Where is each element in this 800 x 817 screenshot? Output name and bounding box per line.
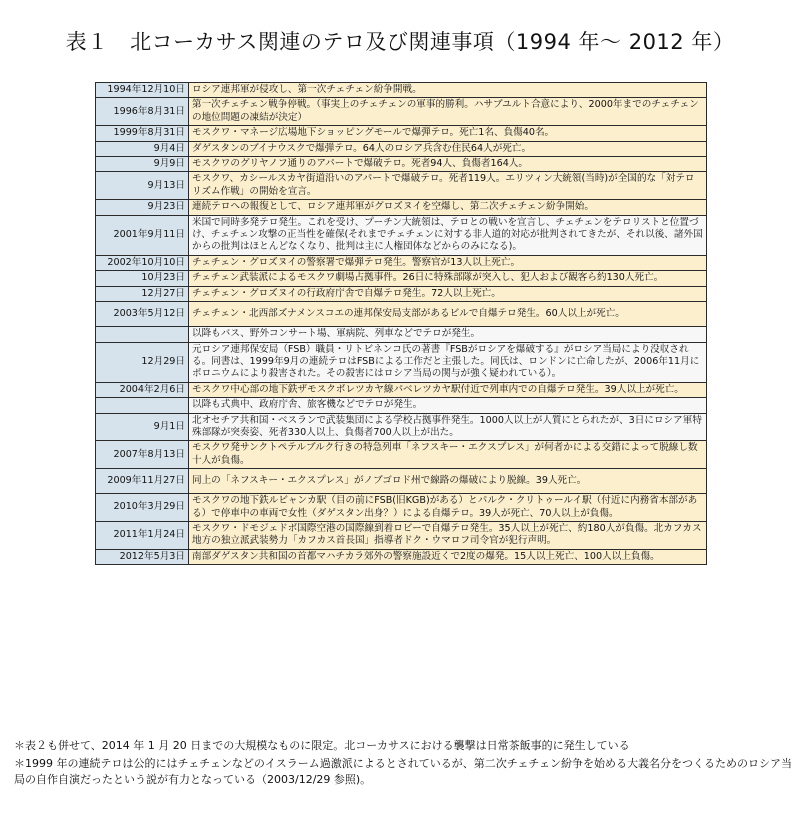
event-date: 1994年12月10日 — [96, 83, 189, 98]
table-row — [96, 494, 707, 522]
event-description: モスクワ発サンクトペテルブルク行きの特急列車「ネフスキー・エクスプレス」が何者かによる交錯によって脱線し数十人が負傷。 — [189, 441, 707, 469]
event-description: 元ロシア連邦保安局（FSB）職員・リトビネンコ氏の著書『FSBがロシアを爆破する』がロシア当局により没収される。同書は、1999年9月の連続テロはFSBによる工作だと主張した。同氏は、ロンドンに亡命したが、2006年11月にポロニウムにより殺害された。その殺害にはロシア当局の関与が強く疑われている）。 — [189, 342, 707, 382]
event-date: 9月9日 — [96, 157, 189, 172]
event-date: 10月23日 — [96, 271, 189, 286]
table-row — [96, 413, 707, 441]
table-row — [96, 98, 707, 126]
event-description: 米国で同時多発テロ発生。これを受け、プーチン大統領は、テロとの戦いを宣言し、チェチェンをテロリストと位置づけ、チェチェン攻撃の正当性を確保(それまでチェチェンに対する非人道的対応が批判されてきたが、それ以後、諸外国からの批判はほとんどなくなり、批判は主に人権団体などからのみになる)。 — [189, 215, 707, 255]
event-description: モスクワ、カシールスカヤ街道沿いのアパートで爆破テロ。死者119人。エリツィン大統領(当時)が全国的な「対テロリズム作戦」の開始を宣言。 — [189, 172, 707, 200]
table-row — [96, 172, 707, 200]
event-date: 12月27日 — [96, 286, 189, 301]
event-date: 1999年8月31日 — [96, 126, 189, 141]
event-date: 9月4日 — [96, 141, 189, 156]
event-date: 2011年1月24日 — [96, 521, 189, 549]
table-row — [96, 398, 707, 413]
event-description: 北オセチア共和国・ベスランで武装集団による学校占拠事件発生。1000人以上が人質にとられたが、3日にロシア軍特殊部隊が突奏姿、死者330人以上、負傷者700人以上が出た。 — [189, 413, 707, 441]
event-description: チェチェン・グロズヌイの行政府庁舎で自爆テロ発生。72人以上死亡。 — [189, 286, 707, 301]
event-date: 12月29日 — [96, 342, 189, 382]
event-description: モスクワ中心部の地下鉄ザモスクボレツカヤ線パベレツカヤ駅付近で列車内での自爆テロ発生。39人以上が死亡。 — [189, 382, 707, 397]
event-date: 2003年5月12日 — [96, 302, 189, 327]
table-row — [96, 141, 707, 156]
event-description: チェチェン・グロズヌイの警察署で爆弾テロ発生。警察官が13人以上死亡。 — [189, 255, 707, 270]
event-description: チェチェン・北西部ズナメンスコエの連邦保安局支部があるビルで自爆テロ発生。60人以上が死亡。 — [189, 302, 707, 327]
footnotes — [14, 738, 794, 790]
event-description: 以降もバス、野外コンサート場、軍病院、列車などでテロが発生。 — [189, 327, 707, 342]
table-row — [96, 521, 707, 549]
event-description: 第一次チェチェン戦争停戦。（事実上のチェチェンの軍事的勝利。ハサブユルト合意により、2000年までのチェチェンの地位問題の凍結が決定） — [189, 98, 707, 126]
event-description: モスクワの地下鉄ルビャンカ駅（目の前にFSB(旧KGB)がある）とパルク・クリトゥールイ駅（付近に内務省本部がある）で停車中の車両で女性（ダゲスタン出身？）による自爆テロ。39人が死亡、70人以上が負傷。 — [189, 494, 707, 522]
event-date — [96, 398, 189, 413]
event-date: 1996年8月31日 — [96, 98, 189, 126]
table-row — [96, 382, 707, 397]
table-row — [96, 157, 707, 172]
event-description: 南部ダゲスタン共和国の首都マハチカラ郊外の警察施設近くで2度の爆発。15人以上死亡、100人以上負傷。 — [189, 549, 707, 564]
event-date: 2007年8月13日 — [96, 441, 189, 469]
event-date — [96, 327, 189, 342]
event-date: 2001年9月11日 — [96, 215, 189, 255]
event-description: チェチェン武装派によるモスクワ劇場占拠事件。26日に特殊部隊が突入し、犯人および観客ら約130人死亡。 — [189, 271, 707, 286]
table-row — [96, 215, 707, 255]
table-row — [96, 271, 707, 286]
events-table — [95, 82, 707, 565]
event-description: 同上の「ネフスキー・エクスプレス」がノブゴロド州で線路の爆破により脱線。39人死亡。 — [189, 469, 707, 494]
event-date: 9月23日 — [96, 200, 189, 215]
table-row — [96, 255, 707, 270]
event-description: モスクワ・ドモジェドボ国際空港の国際線到着ロビーで自爆テロ発生。35人以上が死亡、約180人が負傷。北カフカス地方の独立派武装勢力「カフカス首長国」指導者ドク・ウマロフ司令官が犯行声明。 — [189, 521, 707, 549]
table-row — [96, 327, 707, 342]
event-description: 連続テロへの報復として、ロシア連邦軍がグロズヌイを空爆し、第二次チェチェン紛争開始。 — [189, 200, 707, 215]
event-description: ダゲスタンのブイナウスクで爆弾テロ。64人のロシア兵含む住民64人が死亡。 — [189, 141, 707, 156]
table-row — [96, 200, 707, 215]
table-row — [96, 342, 707, 382]
event-date: 2012年5月3日 — [96, 549, 189, 564]
event-date: 9月1日 — [96, 413, 189, 441]
event-date: 2010年3月29日 — [96, 494, 189, 522]
event-description: 以降も式典中、政府庁舎、旅客機などでテロが発生。 — [189, 398, 707, 413]
table-row — [96, 441, 707, 469]
table-row — [96, 549, 707, 564]
table-row — [96, 286, 707, 301]
events-table-body — [96, 83, 707, 565]
event-description: モスクワ・マネージ広場地下ショッピングモールで爆弾テロ。死亡1名、負傷40名。 — [189, 126, 707, 141]
page-title: 表１ 北コーカサス関連のテロ及び関連事項（1994 年〜 2012 年） — [65, 30, 735, 54]
event-date: 2004年2月6日 — [96, 382, 189, 397]
event-description: ロシア連邦軍が侵攻し、第一次チェチェン紛争開戦。 — [189, 83, 707, 98]
event-date: 2002年10月10日 — [96, 255, 189, 270]
footnote: ＊表２も併せて、2014 年 1 月 20 日までの大規模なものに限定。北コーカサスにおける襲撃は日常茶飯事的に発生している — [14, 739, 630, 752]
event-date: 2009年11月27日 — [96, 469, 189, 494]
table-row — [96, 469, 707, 494]
event-description: モスクワのグリヤノフ通りのアパートで爆破テロ。死者94人、負傷者164人。 — [189, 157, 707, 172]
table-row — [96, 83, 707, 98]
table-row — [96, 126, 707, 141]
footnote: ＊1999 年の連続テロは公的にはチェチェンなどのイスラーム過激派によるとされているが、第二次チェチェン紛争を始める大義名分をつくるためのロシア当局の自作自演だったという説が有力となっている（2003/12/29 参照)。 — [14, 757, 793, 786]
event-date: 9月13日 — [96, 172, 189, 200]
table-row — [96, 302, 707, 327]
